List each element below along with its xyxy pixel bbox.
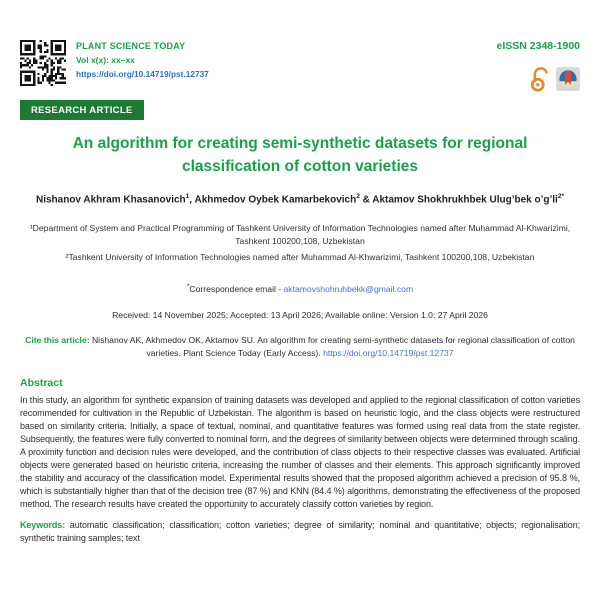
keywords-label: Keywords: (20, 519, 70, 530)
open-access-icon (529, 65, 549, 92)
keywords-block (20, 519, 580, 546)
affiliation-1: ¹Department of System and Practical Programming of Tashkent University of Information Technologies named after Muhammad Al-Khwarizimi, Tashkent 100200,108, Uzbekistan (29, 222, 571, 247)
keywords-list: automatic classification; classification; cotton varieties; degree of similarity; nominal and quantitative; objects; regionalisation; synthetic training samples; text (20, 519, 581, 544)
received-accepted-dates: Received: 14 November 2025; Accepted: 13 April 2026; Available online: Version 1.0: 27 April 2026 (112, 309, 488, 320)
journal-header-left (20, 40, 209, 86)
article-type-badge: RESEARCH ARTICLE (20, 100, 144, 120)
header-icons (497, 65, 580, 92)
cite-label: Cite this article: (25, 334, 92, 345)
affiliations (20, 222, 580, 265)
affiliation-2: ²Tashkent University of Information Technologies named after Muhammad Al-Khwarizimi, Tashkent 100200,108, Uzbekistan (65, 252, 535, 263)
journal-volume: Vol x(x): xx–xx (76, 55, 135, 65)
abstract-heading: Abstract (20, 376, 63, 389)
journal-doi-link[interactable]: https://doi.org/10.14719/pst.12737 (76, 69, 209, 79)
correspondence-line: *Correspondence email - aktamovshohruhbekk@gmail.com (186, 282, 414, 294)
journal-header-right (497, 40, 580, 92)
crossmark-check-updates-icon[interactable] (556, 67, 580, 91)
authors-line: Nishanov Akhram Khasanovich$^1$, Akhmedov Oybek Kamarbekovich$^2$ & Aktamov Shokhrukhbek Ulug’bek $o’g’li^{2*}$ (35, 192, 564, 205)
cite-text: Nishanov AK, Akhmedov OK, Aktamov SU. An algorithm for creating semi-synthetic datasets for regional classification of cotton varieties. Plant Science Today (Early Access). (91, 334, 575, 359)
journal-info (76, 40, 209, 86)
correspondence-email-link[interactable]: aktamovshohruhbekk@gmail.com (283, 283, 414, 294)
journal-header (20, 40, 580, 92)
eissn-label: eISSN 2348-1900 (496, 40, 580, 52)
abstract-section (20, 377, 580, 511)
qr-code (20, 40, 66, 86)
abstract-body: In this study, an algorithm for synthetic expansion of training datasets was developed and applied to the regional classification of cotton varieties recommended for cultivation in the Republic of Uzbekistan. The algorithm is based on heuristic logic, and the class objects were restructured based on similarity criteria. Initially, a space of textual, nominal, and quantitative features was formed using real data from the state register. Subsequently, the features were fully converted to nominal form, and the degrees of similarity between objects were determined through scaling. A proximity function and decision rules were developed, and the contribution of class objects to their respective classes was evaluated. Artificial objects were generated based on heuristic criteria, increasing the number of classes and their elements. This approach significantly improved the stability and accuracy of the classification model. Experimental results showed that the proposed algorithm achieved a precision of 95.8 %, which is substantially higher than that of the decision tree (87 %) and KNN (84.4 %) algorithms, demonstrating the effectiveness of the proposed method. The research results have created the opportunity to accurately classify cotton varieties by region. (20, 394, 580, 509)
citation-block (20, 334, 580, 361)
article-title: An algorithm for creating semi-synthetic datasets for regional classification of cotton varieties (72, 135, 528, 176)
journal-name: PLANT SCIENCE TODAY (76, 41, 186, 51)
cite-doi-link[interactable]: https://doi.org/10.14719/pst.12737 (323, 348, 454, 359)
